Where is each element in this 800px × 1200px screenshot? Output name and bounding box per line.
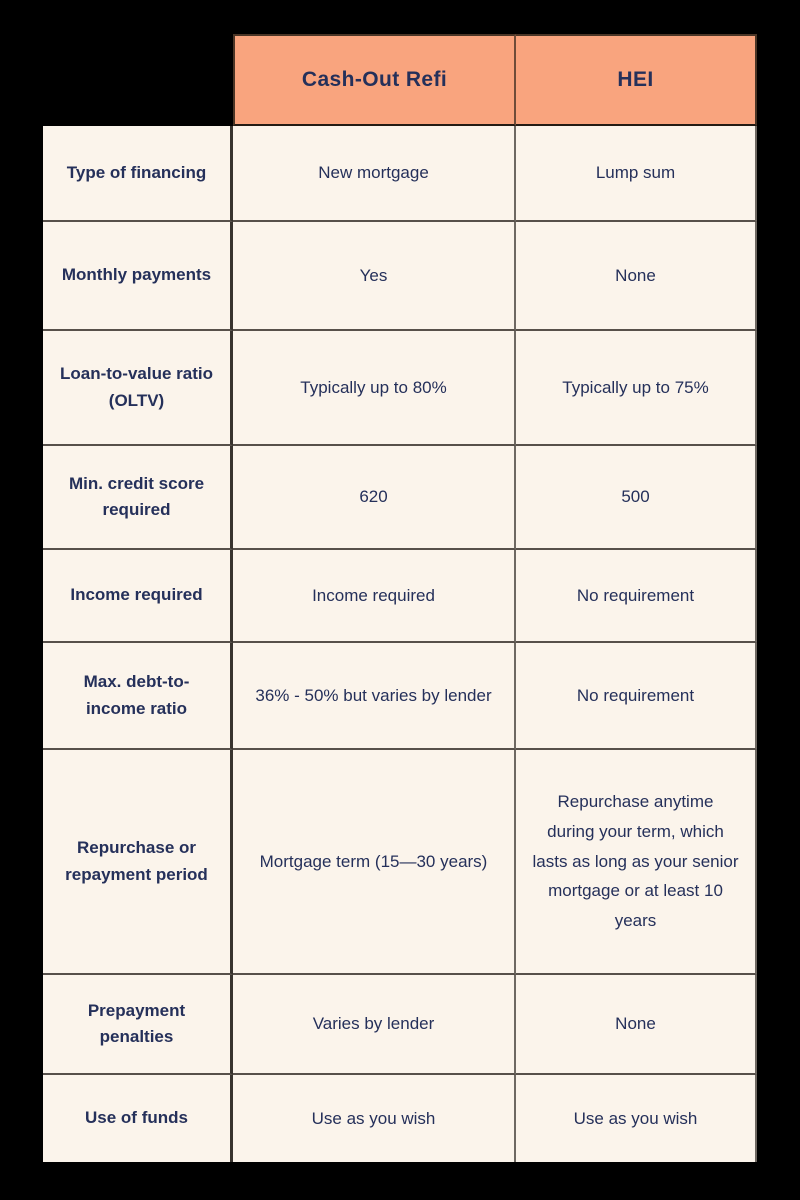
cell-cash-out-refi: 620 <box>233 446 516 550</box>
cell-cash-out-refi: Mortgage term (15—30 years) <box>233 750 516 975</box>
cell-cash-out-refi: Varies by lender <box>233 975 516 1075</box>
cell-hei: Use as you wish <box>516 1075 757 1162</box>
cell-cash-out-refi: Income required <box>233 550 516 643</box>
row-label-repurchase-period: Repurchase or repayment period <box>43 750 233 975</box>
cell-cash-out-refi: 36% - 50% but varies by lender <box>233 643 516 750</box>
row-label-max-debt-to-income: Max. debt-to-income ratio <box>43 643 233 750</box>
row-label-loan-to-value-ratio: Loan-to-value ratio (OLTV) <box>43 331 233 446</box>
cell-hei: No requirement <box>516 643 757 750</box>
cell-cash-out-refi: Yes <box>233 222 516 331</box>
column-header-cash-out-refi <box>233 34 516 126</box>
row-label-min-credit-score: Min. credit score required <box>43 446 233 550</box>
table-corner-spacer <box>43 34 233 126</box>
row-label-monthly-payments: Monthly payments <box>43 222 233 331</box>
column-header-label: Cash-Out Refi <box>301 68 448 91</box>
cell-hei: None <box>516 222 757 331</box>
column-header-hei <box>516 34 757 126</box>
row-label-income-required: Income required <box>43 550 233 643</box>
comparison-table <box>43 34 757 1162</box>
cell-hei: None <box>516 975 757 1075</box>
cell-hei: Repurchase anytime during your term, which lasts as long as your senior mortgage or at least 10 years <box>516 750 757 975</box>
cell-cash-out-refi: Typically up to 80% <box>233 331 516 446</box>
row-label-type-of-financing: Type of financing <box>43 126 233 222</box>
cell-cash-out-refi: New mortgage <box>233 126 516 222</box>
cell-hei: 500 <box>516 446 757 550</box>
row-label-prepayment-penalties: Prepayment penalties <box>43 975 233 1075</box>
column-header-label: HEI <box>617 68 654 91</box>
cell-hei: Lump sum <box>516 126 757 222</box>
cell-hei: No requirement <box>516 550 757 643</box>
cell-cash-out-refi: Use as you wish <box>233 1075 516 1162</box>
row-label-use-of-funds: Use of funds <box>43 1075 233 1162</box>
cell-hei: Typically up to 75% <box>516 331 757 446</box>
